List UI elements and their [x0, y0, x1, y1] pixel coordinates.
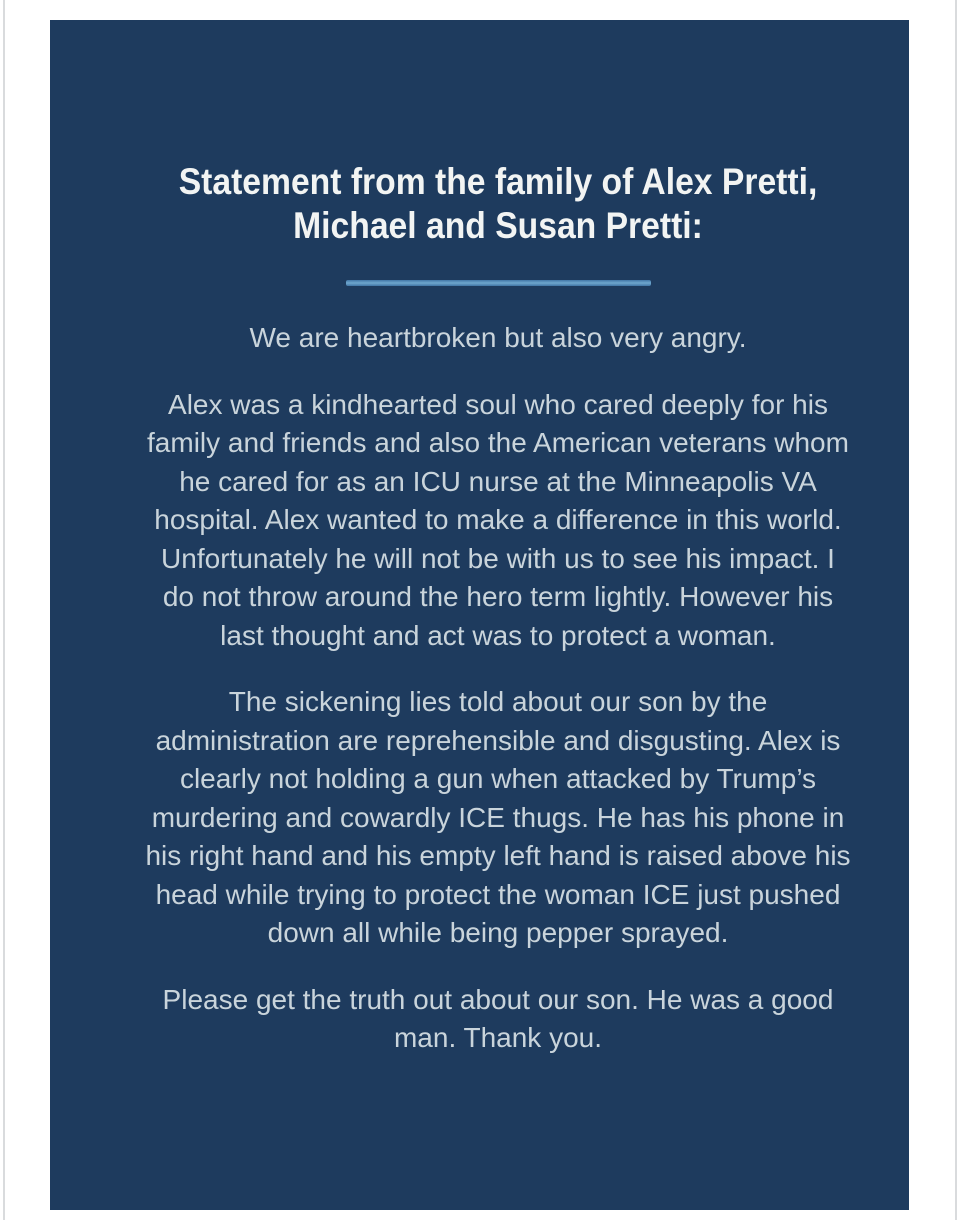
statement-title-line-2: Michael and Susan Pretti:	[293, 205, 703, 246]
statement-title	[87, 160, 909, 248]
statement-card	[50, 20, 909, 1210]
statement-paragraph: Please get the truth out about our son. He was a good man. Thank you.	[162, 983, 834, 1053]
statement-title-line-1: Statement from the family of Alex Pretti,	[178, 161, 818, 202]
left-page-edge-line	[3, 0, 5, 1220]
statement-paragraph: Alex was a kindhearted soul who cared deeply for his family and friends and also the American veterans whom he cared for as an ICU nurse at the Minneapolis VA hospital. Alex wanted to make a difference in this world. Unfortunately he will not be with us to see his impact. I do not throw around the hero term lightly. However his last thought and act was to protect a woman.	[147, 388, 849, 651]
statement-paragraphs	[87, 319, 909, 1058]
right-page-edge-line	[955, 0, 957, 1220]
title-divider	[346, 280, 651, 286]
statement-paragraph: We are heartbroken but also very angry.	[249, 322, 747, 353]
statement-paragraph: The sickening lies told about our son by the administration are reprehensible and disgusting. Alex is clearly not holding a gun when attacked by Trump’s murdering and cowardly ICE thugs. He has his phone in his right hand and his empty left hand is raised above his head while trying to protect the woman ICE just pushed down all while being pepper sprayed.	[145, 686, 851, 948]
